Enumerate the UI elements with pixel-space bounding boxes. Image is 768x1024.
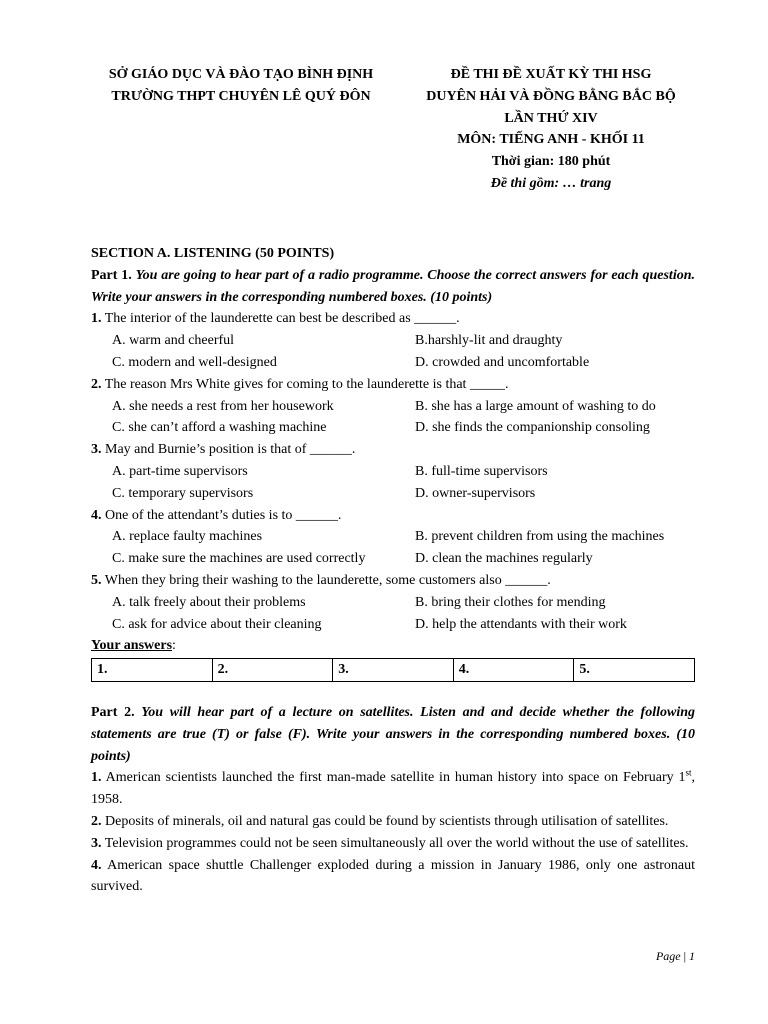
- option-c: C. temporary supervisors: [112, 485, 254, 501]
- option-row: [91, 614, 695, 636]
- exam-info: [401, 64, 701, 195]
- question-number: 1.: [91, 311, 102, 327]
- question-text: The interior of the launderette can best be described as ______.: [101, 311, 460, 327]
- page-label: Page: [655, 949, 681, 963]
- option-row: [91, 330, 695, 352]
- answers-label: Your answers: [91, 638, 173, 654]
- statement-item: [91, 811, 695, 833]
- option-row: [91, 461, 695, 483]
- page-separator: |: [680, 949, 689, 963]
- answer-box-2[interactable]: 2.: [212, 659, 333, 682]
- exam-pages-note: Đề thi gồm: … trang: [490, 175, 612, 191]
- option-c: C. modern and well-designed: [112, 354, 277, 370]
- school-info: [91, 64, 391, 108]
- option-c: C. make sure the machines are used correctly: [112, 551, 366, 567]
- exam-page: [91, 64, 695, 898]
- exam-duration: Thời gian: 180 phút: [491, 154, 611, 170]
- exam-region: DUYÊN HẢI VÀ ĐỒNG BẰNG BẮC BỘ: [426, 88, 676, 104]
- option-row: [91, 592, 695, 614]
- statement-text-end: , 1958.: [91, 770, 695, 808]
- department-name: SỞ GIÁO DỤC VÀ ĐÀO TẠO BÌNH ĐỊNH: [108, 67, 374, 82]
- statement-list: [91, 767, 695, 898]
- answers-colon: :: [172, 638, 176, 654]
- question-number: 4.: [91, 507, 102, 523]
- option-b: B. she has a large amount of washing to do: [415, 398, 656, 414]
- answer-box-5[interactable]: 5.: [574, 659, 695, 682]
- question-item: [91, 570, 695, 635]
- page-footer: [656, 946, 695, 968]
- school-name: TRƯỜNG THPT CHUYÊN LÊ QUÝ ĐÔN: [111, 88, 371, 104]
- answer-row: [92, 659, 695, 682]
- option-a: A. warm and cheerful: [112, 333, 235, 349]
- option-b: B.harshly-lit and draughty: [415, 333, 563, 349]
- statement-number: 4.: [91, 857, 102, 873]
- answer-box-1[interactable]: 1.: [92, 659, 213, 682]
- question-stem: [91, 505, 695, 527]
- option-c: C. she can’t afford a washing machine: [112, 420, 327, 436]
- exam-title: ĐỀ THI ĐỀ XUẤT KỲ THI HSG: [450, 67, 652, 82]
- question-item: [91, 308, 695, 373]
- option-row: [91, 352, 695, 374]
- question-list: [91, 308, 695, 635]
- option-d: D. she finds the companionship consoling: [415, 420, 650, 436]
- question-text: May and Burnie’s position is that of ______.: [101, 442, 356, 458]
- statement-text: American space shuttle Challenger exploded during a mission in January 1986, only one astronaut survived.: [91, 857, 695, 895]
- question-item: [91, 505, 695, 570]
- option-d: D. help the attendants with their work: [415, 616, 627, 632]
- answer-box-4[interactable]: 4.: [453, 659, 574, 682]
- answer-table: [91, 658, 695, 682]
- option-row: [91, 526, 695, 548]
- statement-number: 2.: [91, 813, 102, 829]
- exam-edition: LẦN THỨ XIV: [504, 110, 598, 126]
- statement-number: 1.: [91, 770, 102, 786]
- question-number: 2.: [91, 376, 102, 392]
- question-number: 5.: [91, 572, 102, 588]
- statement-text: Deposits of minerals, oil and natural gas could be found by scientists through utilisation of satellites.: [101, 813, 669, 829]
- question-stem: [91, 570, 695, 592]
- exam-header: [91, 64, 695, 200]
- part2-instruction: [91, 702, 695, 767]
- option-row: [91, 548, 695, 570]
- question-item: [91, 439, 695, 504]
- option-c: C. ask for advice about their cleaning: [112, 616, 322, 632]
- section-title: SECTION A. LISTENING (50 POINTS): [91, 246, 335, 261]
- statement-superscript: st: [685, 767, 692, 778]
- option-b: B. prevent children from using the machines: [415, 529, 665, 545]
- question-stem: [91, 374, 695, 396]
- question-number: 3.: [91, 442, 102, 458]
- question-stem: [91, 439, 695, 461]
- part2-label: Part 2.: [91, 704, 135, 720]
- question-item: [91, 374, 695, 439]
- option-d: D. owner-supervisors: [415, 485, 536, 501]
- option-row: [91, 483, 695, 505]
- part1-label: Part 1.: [91, 267, 132, 283]
- option-a: A. replace faulty machines: [112, 529, 263, 545]
- option-b: B. full-time supervisors: [415, 463, 548, 479]
- option-a: A. part-time supervisors: [112, 463, 248, 479]
- question-text: One of the attendant’s duties is to ______.: [101, 507, 342, 523]
- option-row: [91, 417, 695, 439]
- part1-instruction: [91, 265, 695, 309]
- statement-text: American scientists launched the first man-made satellite in human history into space on February 1: [101, 770, 686, 786]
- option-b: B. bring their clothes for mending: [415, 594, 606, 610]
- statement-text: Television programmes could not be seen simultaneously all over the world without the use of satellites.: [101, 835, 689, 851]
- statement-number: 3.: [91, 835, 102, 851]
- option-row: [91, 396, 695, 418]
- question-text: The reason Mrs White gives for coming to the launderette is that _____.: [101, 376, 509, 392]
- part1-instruction-text: You are going to hear part of a radio programme. Choose the correct answers for each question. Write your answers in the corresponding numbered boxes. (10 points): [91, 267, 695, 305]
- question-stem: [91, 308, 695, 330]
- statement-item: [91, 767, 695, 811]
- part2-instruction-text: You will hear part of a lecture on satellites. Listen and and decide whether the following statements are true (T) or false (F). Write your answers in the corresponding numbered boxes. (10 points): [91, 704, 696, 764]
- option-d: D. crowded and uncomfortable: [415, 354, 590, 370]
- option-d: D. clean the machines regularly: [415, 551, 593, 567]
- page-number: 1: [689, 949, 695, 963]
- option-a: A. she needs a rest from her housework: [112, 398, 334, 414]
- answer-box-3[interactable]: 3.: [333, 659, 454, 682]
- question-text: When they bring their washing to the launderette, some customers also ______.: [101, 572, 551, 588]
- statement-item: [91, 833, 695, 855]
- answers-heading: [91, 635, 695, 657]
- exam-subject: MÔN: TIẾNG ANH - KHỐI 11: [457, 132, 645, 148]
- statement-item: [91, 855, 695, 899]
- option-a: A. talk freely about their problems: [112, 594, 306, 610]
